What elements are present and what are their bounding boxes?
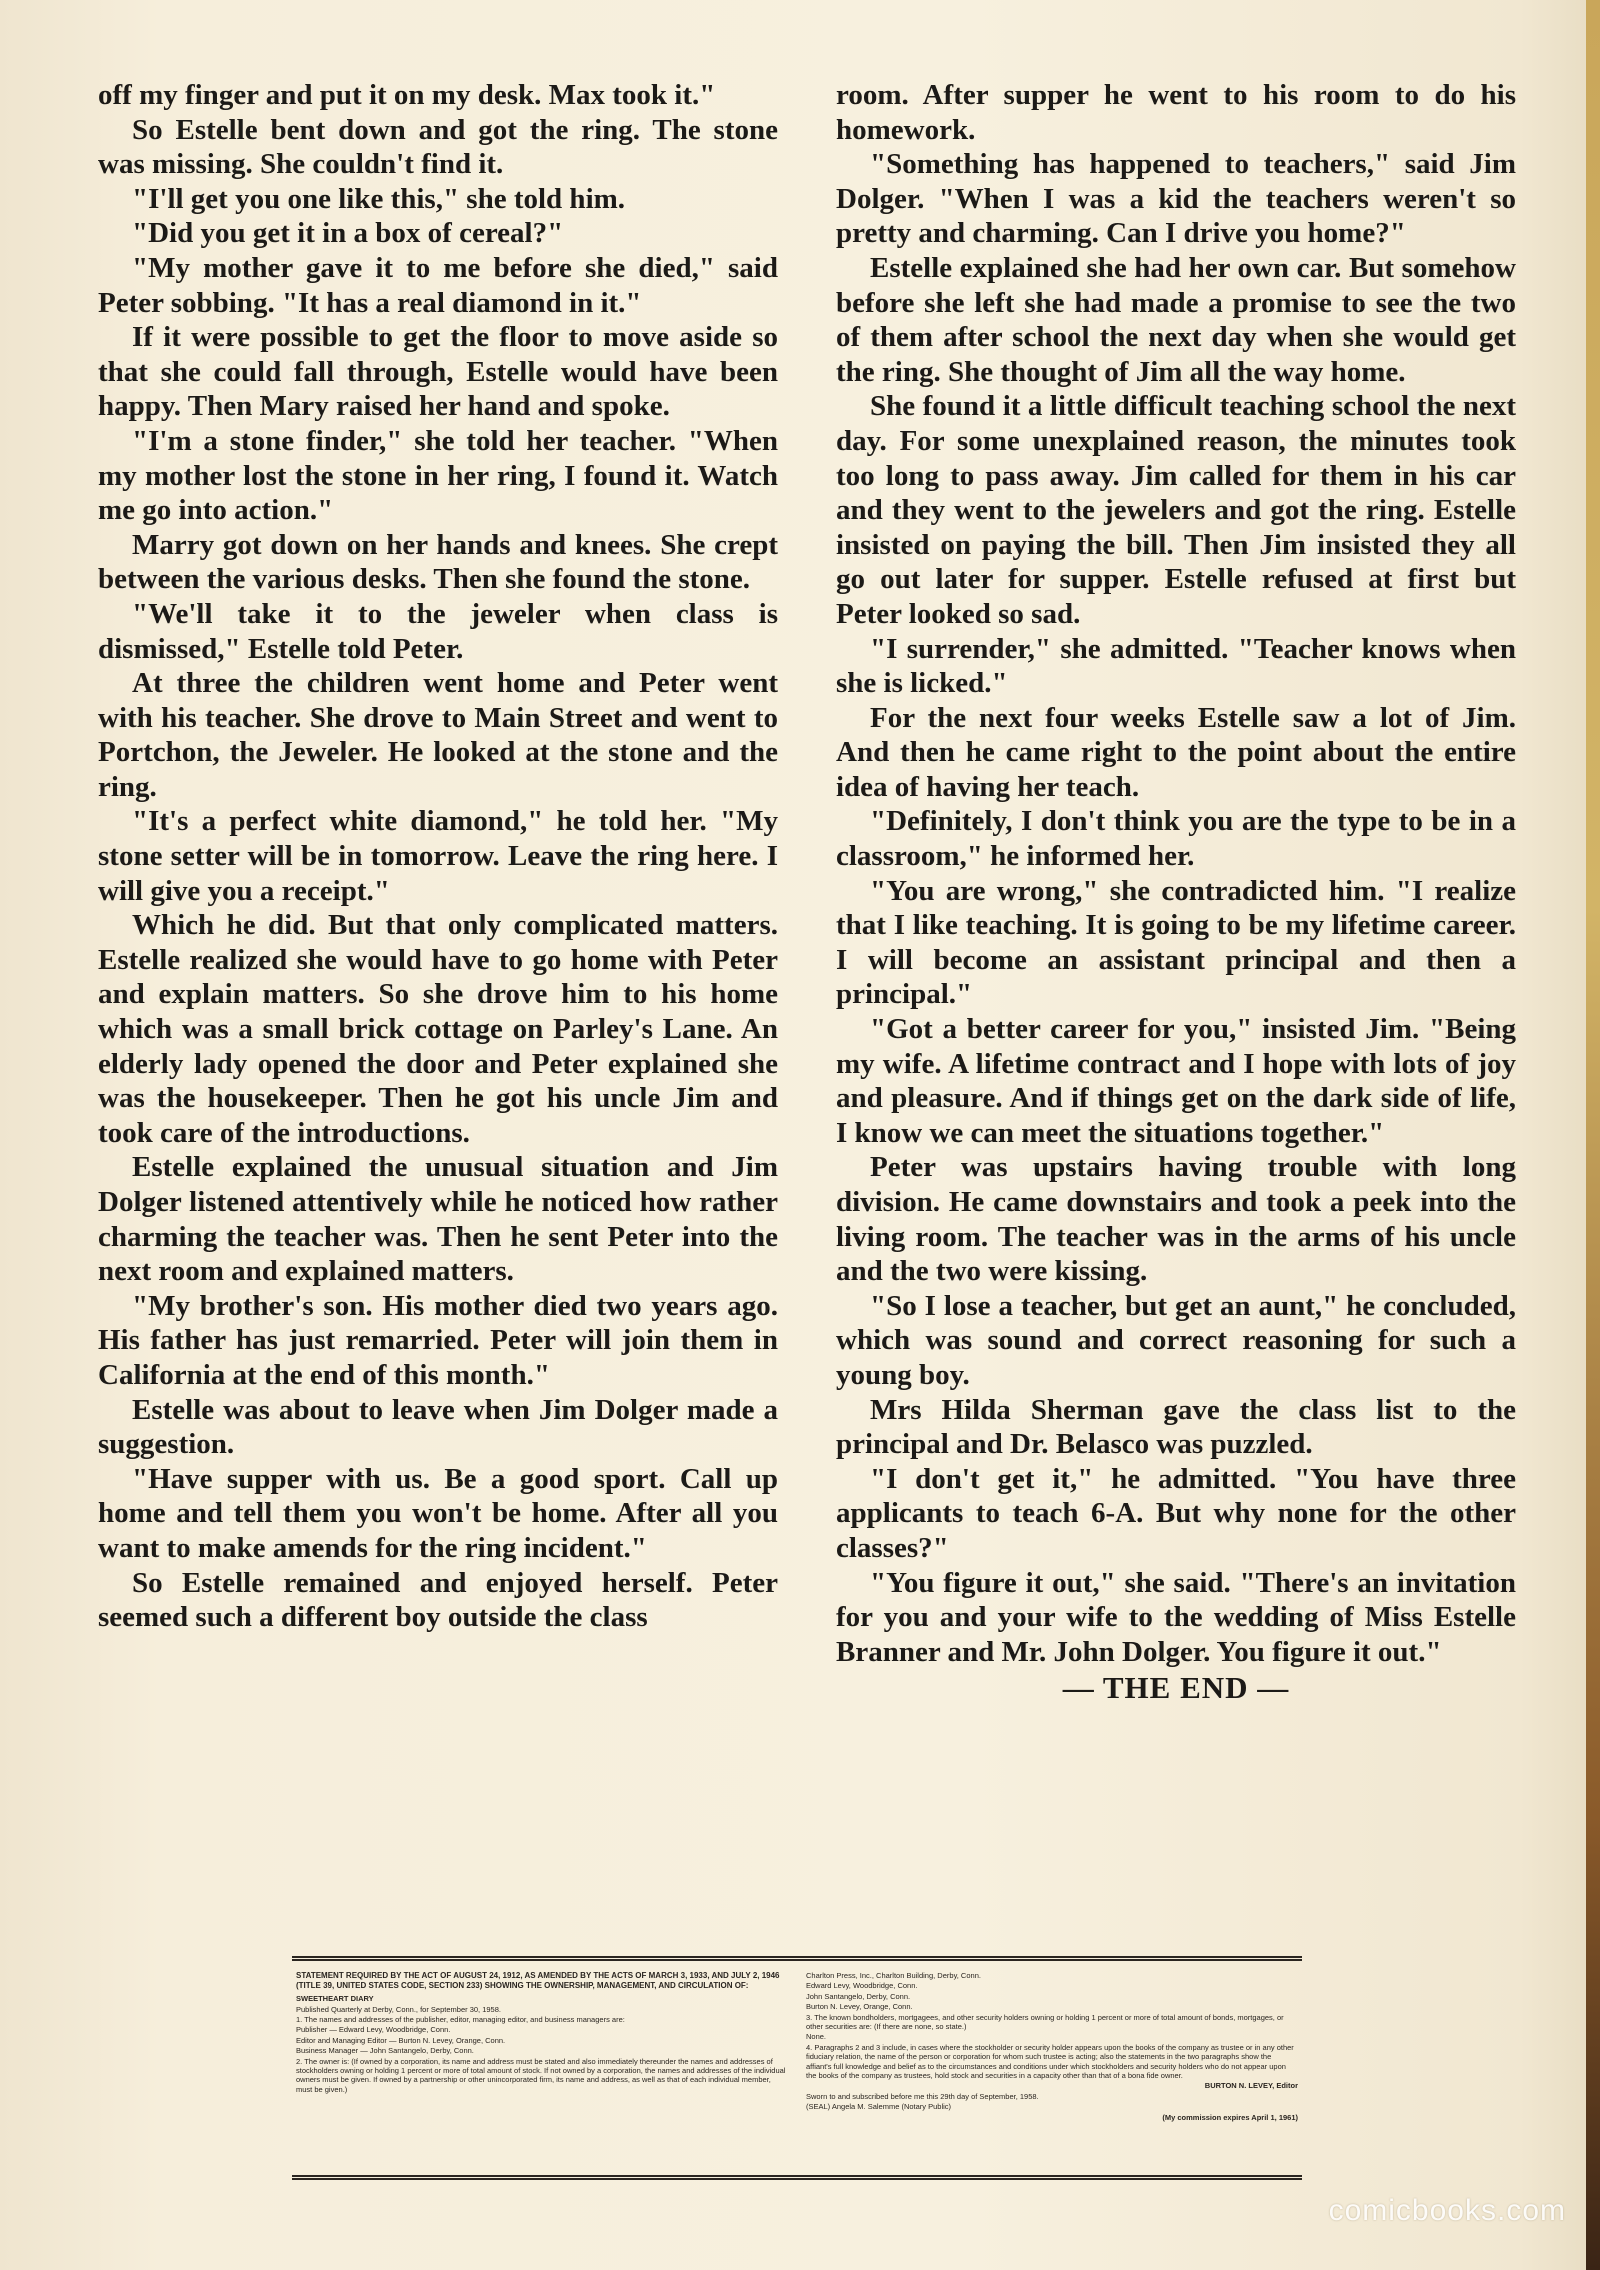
- story-paragraph: "Have supper with us. Be a good sport. Call up home and tell them you won't be home. After all you want to make amends for the ring incident.": [98, 1462, 778, 1564]
- page-edge: [1586, 0, 1600, 2270]
- story-paragraph: "Did you get it in a box of cereal?": [132, 217, 564, 250]
- story-paragraph: "So I lose a teacher, but get an aunt," he concluded, which was sound and correct reasoning for such a young boy.: [836, 1289, 1516, 1391]
- story-paragraph: off my finger and put it on my desk. Max took it.": [98, 79, 716, 111]
- the-end-marker: — THE END —: [1062, 1670, 1290, 1706]
- statement-item: 4. Paragraphs 2 and 3 include, in cases where the stockholder or security holder appears upon the books of the company as trustee or in any other fiduciary relation, the name of the person or corporation for whom such trustee is acting; also the statements in the two paragraphs show the affiant's full knowledge and belief as to the circumstances and conditions under which stockholders and security holders who do not appear upon the books of the company as trustees, hold stock and securities in a capacity other than that of a bona fide owner.: [806, 2042, 1294, 2081]
- statement-item: 1. The names and addresses of the publisher, editor, managing editor, and business managers are:: [296, 2015, 625, 2024]
- story-column-right: [836, 78, 1516, 1706]
- story-paragraph: At three the children went home and Peter went with his teacher. She drove to Main Street and went to Portchon, the Jeweler. He looked at the stone and the ring.: [98, 667, 778, 803]
- story-paragraph: "It's a perfect white diamond," he told her. "My stone setter will be in tomorrow. Leave the ring here. I will give you a receipt.": [98, 805, 778, 907]
- statement-commission: (My commission expires April 1, 1961): [1162, 2112, 1298, 2122]
- story-paragraph: "Definitely, I don't think you are the type to be in a classroom," he informed her.: [836, 805, 1516, 873]
- story-paragraph: Peter was upstairs having trouble with long division. He came downstairs and took a peek into the living room. The teacher was in the arms of his uncle and the two were kissing.: [836, 1151, 1516, 1288]
- statement-business-manager: Business Manager — John Santangelo, Derby, Conn.: [296, 2046, 474, 2056]
- story-paragraph: So Estelle bent down and got the ring. The stone was missing. She couldn't find it.: [98, 113, 778, 181]
- story-paragraph: Which he did. But that only complicated matters. Estelle realized she would have to go home with Peter and explain matters. So she drove him to his home which was a small brick cottage on Parley's Lane. An elderly lady opened the door and Peter explained she was the housekeeper. Then he got his uncle Jim and took care of the introductions.: [98, 909, 778, 1149]
- statement-publisher: Publisher — Edward Levy, Woodbridge, Conn.: [296, 2025, 451, 2035]
- story-paragraph: Mrs Hilda Sherman gave the class list to the principal and Dr. Belasco was puzzled.: [836, 1393, 1516, 1461]
- site-watermark: comicbooks.com: [1328, 2194, 1566, 2227]
- story-paragraph: She found it a little difficult teaching school the next day. For some unexplained reason, the minutes took too long to pass away. Jim called for them in his car and they went to the jewelers and got the ring. Estelle insisted on paying the bill. Then Jim insisted they all go out later for supper. Estelle refused at first but Peter looked so sad.: [836, 390, 1516, 630]
- story-paragraph: "I surrender," she admitted. "Teacher knows when she is licked.": [836, 632, 1516, 700]
- statement-owner: Charlton Press, Inc., Charlton Building, Derby, Conn.: [806, 1971, 981, 1980]
- story-paragraph: If it were possible to get the floor to move aside so that she could fall through, Estelle would have been happy. Then Mary raised her hand and spoke.: [98, 321, 778, 423]
- story-column-left: [98, 78, 778, 1635]
- story-paragraph: So Estelle remained and enjoyed herself. Peter seemed such a different boy outside the class: [98, 1566, 778, 1634]
- statement-publication: SWEETHEART DIARY: [296, 1994, 374, 2004]
- story-paragraph: "My brother's son. His mother died two years ago. His father has just remarried. Peter will join them in California at the end of this month.": [98, 1289, 778, 1391]
- statement-column-left: [296, 1971, 788, 2169]
- statement-owner: Edward Levy, Woodbridge, Conn.: [806, 1981, 918, 1991]
- statement-owner: John Santangelo, Derby, Conn.: [806, 1991, 911, 2001]
- story-paragraph: Estelle was about to leave when Jim Dolger made a suggestion.: [98, 1393, 778, 1461]
- story-paragraph: Estelle explained she had her own car. But somehow before she left she had made a promise to see the two of them after school the next day when she would get the ring. She thought of Jim all the way home.: [836, 251, 1516, 388]
- statement-published-line: Published Quarterly at Derby, Conn., for September 30, 1958.: [296, 2004, 501, 2014]
- statement-owner: Burton N. Levey, Orange, Conn.: [806, 2002, 913, 2012]
- story-paragraph: "You are wrong," she contradicted him. "I realize that I like teaching. It is going to be my lifetime career. I will become an assistant principal and then a principal.": [836, 874, 1516, 1011]
- story-paragraph: "I'll get you one like this," she told him.: [132, 182, 626, 215]
- story-paragraph: "We'll take it to the jeweler when class is dismissed," Estelle told Peter.: [98, 597, 778, 665]
- statement-editor: Editor and Managing Editor — Burton N. Levey, Orange, Conn.: [296, 2035, 506, 2045]
- statement-item: 2. The owner is: (If owned by a corporation, its name and address must be stated and also immediately thereunder the names and addresses of stockholders owning or holding 1 percent or more of total amount of stock. If not owned by a corporation, the names and addresses of the individual owners must be given. If owned by a partnership or other unincorporated firm, its name and address, as well as that of each individual member, must be given.): [296, 2056, 786, 2094]
- story-paragraph: "I'm a stone finder," she told her teacher. "When my mother lost the stone in her ring, I found it. Watch me go into action.": [98, 424, 778, 527]
- statement-sworn: Sworn to and subscribed before me this 29th day of September, 1958.: [806, 2091, 1039, 2101]
- statement-item-answer: None.: [806, 2032, 827, 2042]
- story-paragraph: room. After supper he went to his room to do his homework.: [836, 79, 1516, 146]
- ownership-statement: [292, 1956, 1302, 2180]
- story-paragraph: "You figure it out," she said. "There's an invitation for you and your wife to the wedding of Miss Estelle Branner and Mr. John Dolger. You figure it out.": [836, 1566, 1516, 1668]
- story-paragraph: "My mother gave it to me before she died," said Peter sobbing. "It has a real diamond in it.": [98, 251, 778, 319]
- story-paragraph: For the next four weeks Estelle saw a lot of Jim. And then he came right to the point about the entire idea of having her teach.: [836, 701, 1516, 803]
- statement-heading: STATEMENT REQUIRED BY THE ACT OF AUGUST 24, 1912, AS AMENDED BY THE ACTS OF MARCH 3, 1933, AND JULY 2, 1946 (TITLE 39, UNITED STATES CODE, SECTION 233) SHOWING THE OWNERSHIP, MANAGEMENT, AND CIRCULATION OF:: [296, 1971, 780, 1990]
- story-paragraph: "Got a better career for you," insisted Jim. "Being my wife. A lifetime contract and I hope with lots of joy and pleasure. And if things get on the dark side of life, I know we can meet the situations together.": [836, 1013, 1516, 1149]
- story-paragraph: Marry got down on her hands and knees. She crept between the various desks. Then she found the stone.: [98, 528, 778, 596]
- story-paragraph: "Something has happened to teachers," said Jim Dolger. "When I was a kid the teachers weren't so pretty and charming. Can I drive you home?": [836, 148, 1516, 250]
- statement-signature: BURTON N. LEVEY, Editor: [1204, 2081, 1298, 2091]
- statement-item: 3. The known bondholders, mortgagees, and other security holders owning or holding 1 percent or more of total amount of bonds, mortgages, or other securities are: (If there are none, so state.): [806, 2012, 1284, 2032]
- story-paragraph: Estelle explained the unusual situation and Jim Dolger listened attentively while he noticed how rather charming the teacher was. Then he sent Peter into the next room and explained matters.: [98, 1151, 778, 1288]
- story-paragraph: "I don't get it," he admitted. "You have three applicants to teach 6-A. But why none for the other classes?": [836, 1462, 1516, 1564]
- statement-column-right: [806, 1971, 1298, 2169]
- statement-notary: (SEAL) Angela M. Salemme (Notary Public): [806, 2102, 952, 2112]
